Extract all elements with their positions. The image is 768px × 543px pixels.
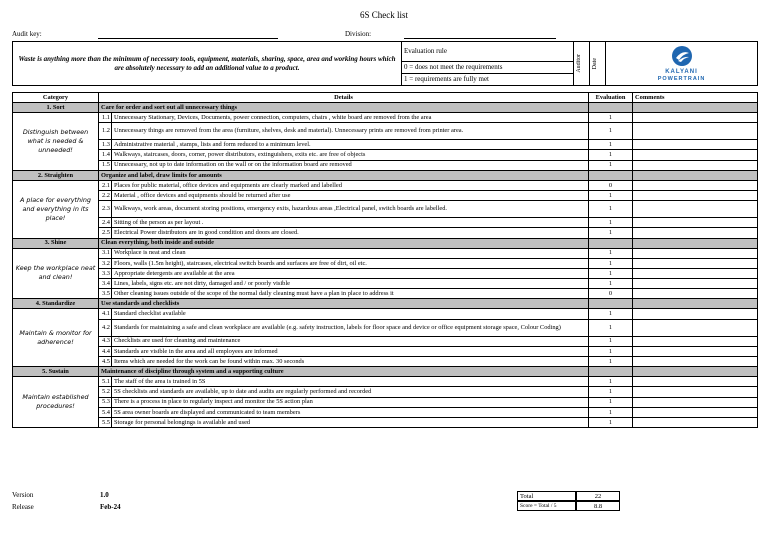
item-comment[interactable] xyxy=(633,113,758,123)
item-number: 4.4 xyxy=(99,346,112,356)
section-comments-blank xyxy=(633,367,758,377)
page-title: 6S Check list xyxy=(359,10,408,20)
item-evaluation[interactable]: 1 xyxy=(589,357,633,367)
item-evaluation[interactable]: 1 xyxy=(589,407,633,417)
kalyani-logo-icon xyxy=(671,45,693,67)
section-row xyxy=(13,103,758,113)
section-name: 4. Standardize xyxy=(13,299,99,309)
item-evaluation[interactable]: 1 xyxy=(589,140,633,150)
section-tagline: Maintain & monitor for adherence! xyxy=(13,309,99,367)
item-detail: Sitting of the person as per layout . xyxy=(112,218,589,228)
logo-line-2: POWERTRAIN xyxy=(657,75,706,82)
date-label: Date xyxy=(592,57,598,70)
item-detail: Places for public material, office devices and equipments are clearly marked and labelled xyxy=(112,180,589,190)
table-row xyxy=(13,268,758,278)
table-row xyxy=(13,258,758,268)
division-label: Division: xyxy=(345,30,372,38)
item-evaluation[interactable]: 1 xyxy=(589,397,633,407)
item-number: 2.3 xyxy=(99,201,112,218)
item-evaluation[interactable]: 0 xyxy=(589,180,633,190)
table-row xyxy=(13,397,758,407)
table-row xyxy=(13,228,758,238)
column-header-evaluation: Evaluation xyxy=(589,93,633,103)
section-tagline: Keep the workplace neat and clean! xyxy=(13,248,99,299)
item-detail: Walkways, work areas, document storing positions, emergency exits, hazardous areas ,Electrical panel, switch boards are labelled. xyxy=(112,201,589,218)
item-comment[interactable] xyxy=(633,417,758,427)
checklist-table xyxy=(12,92,758,428)
item-comment[interactable] xyxy=(633,407,758,417)
table-row xyxy=(13,218,758,228)
item-detail: Lines, labels, signs etc. are not dirty, damaged and / or poorly visible xyxy=(112,279,589,289)
section-evaluation-blank xyxy=(589,170,633,180)
table-row xyxy=(13,180,758,190)
item-detail: Floors, walls (1.5m height), staircases, electrical switch boards and surfaces are free of dirt, oil etc. xyxy=(112,258,589,268)
audit-key-field[interactable] xyxy=(98,38,278,39)
section-evaluation-blank xyxy=(589,103,633,113)
item-detail: Unnecessary things are removed from the area (furniture, shelves, desk and material). Unnecessary prints are removed from printer area. xyxy=(112,123,589,140)
item-number: 3.2 xyxy=(99,258,112,268)
section-heading: Maintenance of discipline through system and a supporting culture xyxy=(99,367,589,377)
item-detail: Walkways, staircases, doors, corner, power distributors, extinguishers, exits etc. are free of objects xyxy=(112,150,589,160)
total-label: Total xyxy=(517,491,576,501)
table-row xyxy=(13,309,758,319)
item-detail: Workplace is neat and clean xyxy=(112,248,589,258)
item-comment[interactable] xyxy=(633,228,758,238)
item-evaluation[interactable]: 1 xyxy=(589,279,633,289)
table-row xyxy=(13,336,758,346)
table-row xyxy=(13,150,758,160)
section-row xyxy=(13,299,758,309)
logo-line-1: KALYANI xyxy=(665,68,698,75)
evaluation-rule-1: 1 = requirements are fully met xyxy=(402,74,574,86)
table-row xyxy=(13,248,758,258)
section-tagline: A place for everything and everything in its place! xyxy=(13,180,99,238)
item-evaluation[interactable]: 1 xyxy=(589,319,633,336)
score-value: 8.8 xyxy=(576,501,620,511)
item-evaluation[interactable]: 0 xyxy=(589,289,633,299)
table-row xyxy=(13,387,758,397)
audit-key-label: Audit key: xyxy=(12,30,42,38)
release-value: Feb-24 xyxy=(100,503,121,511)
section-heading: Care for order and sort out all unnecessary things xyxy=(99,103,589,113)
item-evaluation[interactable]: 1 xyxy=(589,346,633,356)
evaluation-rule-0: 0 = does not meet the requirements xyxy=(402,62,574,74)
item-number: 3.3 xyxy=(99,268,112,278)
item-evaluation[interactable]: 1 xyxy=(589,336,633,346)
section-comments-blank xyxy=(633,299,758,309)
section-comments-blank xyxy=(633,238,758,248)
item-evaluation[interactable]: 1 xyxy=(589,248,633,258)
item-number: 4.1 xyxy=(99,309,112,319)
header-table xyxy=(12,41,758,86)
section-row xyxy=(13,238,758,248)
table-row xyxy=(13,201,758,218)
item-comment[interactable] xyxy=(633,319,758,336)
item-comment[interactable] xyxy=(633,140,758,150)
item-comment[interactable] xyxy=(633,123,758,140)
item-evaluation[interactable]: 1 xyxy=(589,123,633,140)
item-evaluation[interactable]: 1 xyxy=(589,201,633,218)
item-evaluation[interactable]: 1 xyxy=(589,218,633,228)
item-number: 5.3 xyxy=(99,397,112,407)
table-row xyxy=(13,140,758,150)
item-comment[interactable] xyxy=(633,201,758,218)
item-evaluation[interactable]: 1 xyxy=(589,190,633,200)
item-detail: The staff of the area is trained in 5S xyxy=(112,377,589,387)
company-logo xyxy=(606,42,758,86)
division-field[interactable] xyxy=(404,38,556,39)
item-comment[interactable] xyxy=(633,309,758,319)
item-number: 1.4 xyxy=(99,150,112,160)
item-detail: Material , office devices and equipments should be returned after use xyxy=(112,190,589,200)
table-row xyxy=(13,357,758,367)
section-name: 3. Shine xyxy=(13,238,99,248)
item-detail: Unnecessary Stationary, Devices, Documents, power connection, computers, chairs , white board are removed from the area xyxy=(112,113,589,123)
section-evaluation-blank xyxy=(589,367,633,377)
item-number: 3.5 xyxy=(99,289,112,299)
item-detail: Electrical Power distributors are in good condition and doors are closed. xyxy=(112,228,589,238)
item-evaluation[interactable]: 1 xyxy=(589,268,633,278)
section-heading: Organize and label, draw limits for amounts xyxy=(99,170,589,180)
item-comment[interactable] xyxy=(633,190,758,200)
table-row xyxy=(13,289,758,299)
table-row xyxy=(13,279,758,289)
item-evaluation[interactable]: 1 xyxy=(589,150,633,160)
item-number: 4.2 xyxy=(99,319,112,336)
item-evaluation[interactable]: 1 xyxy=(589,160,633,170)
section-tagline: Distinguish between what is needed & unneeded! xyxy=(13,113,99,171)
section-name: 1. Sort xyxy=(13,103,99,113)
item-comment[interactable] xyxy=(633,279,758,289)
item-detail: Standard checklist available xyxy=(112,309,589,319)
table-row xyxy=(13,160,758,170)
item-comment[interactable] xyxy=(633,248,758,258)
item-detail: Items which are needed for the work can be found within max. 30 seconds xyxy=(112,357,589,367)
item-evaluation[interactable]: 1 xyxy=(589,258,633,268)
item-number: 2.4 xyxy=(99,218,112,228)
item-number: 1.5 xyxy=(99,160,112,170)
waste-definition: Waste is anything more than the minimum of necessary tools, equipment, materials, sharing, space, area and working hours which are absolutely necessary to add an additional value to a product. xyxy=(13,42,402,86)
item-detail: Checklists are used for cleaning and maintenance xyxy=(112,336,589,346)
section-name: 5. Sustain xyxy=(13,367,99,377)
item-comment[interactable] xyxy=(633,150,758,160)
item-comment[interactable] xyxy=(633,346,758,356)
item-number: 3.4 xyxy=(99,279,112,289)
item-number: 1.1 xyxy=(99,113,112,123)
item-comment[interactable] xyxy=(633,289,758,299)
item-number: 1.2 xyxy=(99,123,112,140)
item-detail: Other cleaning issues outside of the scope of the normal daily cleaning must have a plan in place to address it xyxy=(112,289,589,299)
release-label: Release xyxy=(12,503,34,511)
section-evaluation-blank xyxy=(589,238,633,248)
item-number: 1.3 xyxy=(99,140,112,150)
total-value: 22 xyxy=(576,491,620,501)
item-comment[interactable] xyxy=(633,180,758,190)
section-heading: Use standards and checklists xyxy=(99,299,589,309)
item-number: 4.3 xyxy=(99,336,112,346)
version-label: Version xyxy=(12,491,34,499)
table-row xyxy=(13,346,758,356)
item-comment[interactable] xyxy=(633,160,758,170)
item-number: 2.2 xyxy=(99,190,112,200)
section-tagline: Maintain established procedures! xyxy=(13,377,99,428)
table-row xyxy=(13,123,758,140)
column-header-category: Category xyxy=(13,93,99,103)
item-detail: There is a process in place to regularly inspect and monitor the 5S action plan xyxy=(112,397,589,407)
item-detail: Standards for maintaining a safe and clean workplace are available (e.g. safety instruction, labels for floor space and device or office equipment storage space, Colour Coding) xyxy=(112,319,589,336)
item-evaluation[interactable]: 1 xyxy=(589,387,633,397)
item-detail: 5S area owner boards are displayed and communicated to team members xyxy=(112,407,589,417)
section-comments-blank xyxy=(633,170,758,180)
item-detail: 5S checklists and standards are available, up to date and audits are regularly performed and recorded xyxy=(112,387,589,397)
section-row xyxy=(13,367,758,377)
version-value: 1.0 xyxy=(100,491,109,499)
item-detail: Administrative material , stamps, lists and form reduced to a minimum level. xyxy=(112,140,589,150)
item-number: 2.5 xyxy=(99,228,112,238)
section-evaluation-blank xyxy=(589,299,633,309)
evaluation-rule-title: Evaluation rule xyxy=(402,42,574,62)
item-evaluation[interactable]: 1 xyxy=(589,309,633,319)
item-evaluation[interactable]: 1 xyxy=(589,113,633,123)
column-header-details: Details xyxy=(99,93,589,103)
item-number: 3.1 xyxy=(99,248,112,258)
item-comment[interactable] xyxy=(633,268,758,278)
item-comment[interactable] xyxy=(633,357,758,367)
auditor-label: Auditor xyxy=(576,54,582,73)
section-heading: Clean everything, both inside and outside xyxy=(99,238,589,248)
item-detail: Appropriate detergents are available at the area xyxy=(112,268,589,278)
item-number: 2.1 xyxy=(99,180,112,190)
auditor-cell[interactable] xyxy=(574,42,590,86)
item-detail: Storage for personal belongings is available and used xyxy=(112,417,589,427)
item-detail: Standards are visible in the area and all employees are informed xyxy=(112,346,589,356)
score-label: Score = Total / 5 xyxy=(517,501,576,511)
item-comment[interactable] xyxy=(633,377,758,387)
item-evaluation[interactable]: 1 xyxy=(589,377,633,387)
item-comment[interactable] xyxy=(633,387,758,397)
item-number: 5.5 xyxy=(99,417,112,427)
table-row xyxy=(13,319,758,336)
table-row xyxy=(13,113,758,123)
item-number: 5.1 xyxy=(99,377,112,387)
item-number: 4.5 xyxy=(99,357,112,367)
date-cell[interactable] xyxy=(590,42,606,86)
item-comment[interactable] xyxy=(633,258,758,268)
column-header-comments: Comments xyxy=(633,93,758,103)
item-comment[interactable] xyxy=(633,397,758,407)
item-evaluation[interactable]: 1 xyxy=(589,228,633,238)
item-comment[interactable] xyxy=(633,218,758,228)
section-comments-blank xyxy=(633,103,758,113)
item-detail: Unnecessary, not up to date information on the wall or on the information board are removed xyxy=(112,160,589,170)
item-comment[interactable] xyxy=(633,336,758,346)
table-row xyxy=(13,190,758,200)
table-row xyxy=(13,407,758,417)
item-number: 5.4 xyxy=(99,407,112,417)
item-evaluation[interactable]: 1 xyxy=(589,417,633,427)
table-row xyxy=(13,377,758,387)
section-name: 2. Straighten xyxy=(13,170,99,180)
section-row xyxy=(13,170,758,180)
item-number: 5.2 xyxy=(99,387,112,397)
table-row xyxy=(13,417,758,427)
